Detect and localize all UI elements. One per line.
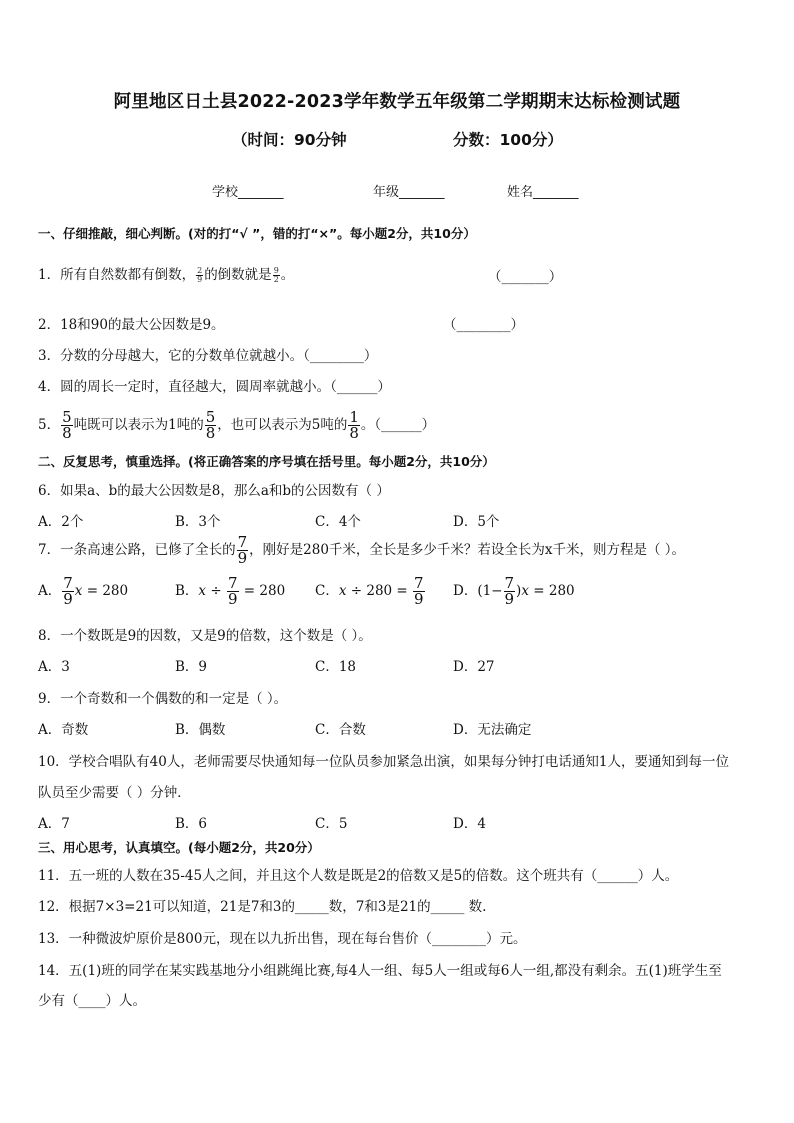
q5-number: 5． <box>38 417 61 433</box>
q1-fraction-2-9: $\frac{2}{9}$ <box>197 266 203 284</box>
section-1-heading: 一、仔细推敲，细心判断。(对的打“√ ”，错的打“×”。每小题2分，共10分） <box>38 226 476 241</box>
q7-text-a: 7．一条高速公路，已修了全长的 <box>38 542 236 558</box>
q5-fraction-5-8: $\frac{5}{8}$ <box>62 408 72 442</box>
q5-text-d: 。（______） <box>360 417 436 433</box>
q9-option-c[interactable]: C．合数 <box>315 722 366 738</box>
q8-option-d[interactable]: D．27 <box>453 659 495 675</box>
q8-option-a[interactable]: A．3 <box>38 659 70 675</box>
q5-fraction-1-8: $\frac{1}{8}$ <box>349 408 359 442</box>
school-field: 学校_______ <box>212 185 284 200</box>
q2-answer-blank[interactable]: （________） <box>443 317 524 333</box>
q8-option-b[interactable]: B．9 <box>175 659 208 675</box>
question-5 <box>38 410 435 441</box>
q10-option-d[interactable]: D．4 <box>453 816 486 832</box>
q9-option-d[interactable]: D．无法确定 <box>453 722 532 738</box>
question-11: 11．五一班的人数在35-45人之间，并且这个人数是既是2的倍数又是5的倍数。这个班共有（______）人。 <box>38 868 679 884</box>
q1-fraction-9-2: $\frac{9}{2}$ <box>273 266 279 284</box>
q7-option-d[interactable]: D．(1− $\frac{7}{9}$ )x = 280 <box>453 574 575 608</box>
question-14-line-1: 14．五(1)班的同学在某实践基地分小组跳绳比赛,每4人一组、每5人一组或每6人一组,都没有剩余。五(1)班学生至 <box>38 963 722 979</box>
q1-text-c: 。 <box>280 267 295 283</box>
question-6: 6．如果a、b的最大公因数是8，那么a和b的公因数有（ ） <box>38 483 390 499</box>
question-12: 12．根据7×3=21可以知道，21是7和3的_____数，7和3是21的_____ 数. <box>38 899 487 915</box>
q1-text-b: 的倒数就是 <box>204 267 272 283</box>
q7-option-b[interactable]: B．x ÷ $\frac{7}{9}$ = 280 <box>175 574 286 608</box>
q5-fraction-5-8-b: $\frac{5}{8}$ <box>205 408 216 442</box>
question-1 <box>38 263 294 284</box>
q8-option-c[interactable]: C．18 <box>315 659 357 675</box>
question-10-line-1: 10．学校合唱队有40人，老师需要尽快通知每一位队员参加紧急出演，如果每分钟打电话通知1人，要通知到每一位 <box>38 754 729 770</box>
question-14-line-2: 少有（____）人。 <box>38 993 146 1009</box>
section-3-heading: 三、用心思考，认真填空。(每小题2分，共20分） <box>38 840 320 855</box>
page-title: 阿里地区日土县2022-2023学年数学五年级第二学期期末达标检测试题 <box>113 92 681 112</box>
q7-option-c[interactable]: C．x ÷ 280 = $\frac{7}{9}$ <box>315 574 424 608</box>
q7-option-a[interactable]: A． $\frac{7}{9}$ x = 280 <box>38 574 129 608</box>
exam-score: 分数：100分） <box>453 131 563 149</box>
q1-text-a: 1．所有自然数都有倒数， <box>38 267 196 283</box>
q6-option-c[interactable]: C．4个 <box>315 514 361 530</box>
q6-option-d[interactable]: D．5个 <box>453 514 500 530</box>
q10-option-a[interactable]: A．7 <box>38 816 70 832</box>
q6-option-b[interactable]: B．3个 <box>175 514 221 530</box>
question-9: 9．一个奇数和一个偶数的和一定是（ ）。 <box>38 691 288 707</box>
question-7 <box>38 535 685 566</box>
question-3: 3．分数的分母越大，它的分数单位就越小。（________） <box>38 348 378 364</box>
grade-field: 年级_______ <box>373 185 445 200</box>
q10-option-b[interactable]: B．6 <box>175 816 208 832</box>
q5-text-b: 吨既可以表示为1吨的 <box>73 417 204 433</box>
exam-time: （时间：90分钟 <box>232 131 347 149</box>
question-8: 8．一个数既是9的因数，又是9的倍数，这个数是（ ）。 <box>38 628 372 644</box>
q9-option-a[interactable]: A．奇数 <box>38 722 89 738</box>
q5-text-c: ，也可以表示为5吨的 <box>217 417 348 433</box>
question-4: 4．圆的周长一定时，直径越大，圆周率就越小。（______） <box>38 379 391 395</box>
q10-option-c[interactable]: C．5 <box>315 816 348 832</box>
q6-option-a[interactable]: A．2个 <box>38 514 84 530</box>
q7-text-b: ，刚好是280千米，全长是多少千米？若设全长为x千米，则方程是（ ）。 <box>249 542 686 558</box>
name-field: 姓名_______ <box>507 185 579 200</box>
section-2-heading: 二、反复思考，慎重选择。(将正确答案的序号填在括号里。每小题2分，共10分） <box>38 454 495 469</box>
question-2: 2．18和90的最大公因数是9。 <box>38 317 225 333</box>
question-13: 13．一种微波炉原价是800元，现在以九折出售，现在每台售价（________）元。 <box>38 931 527 947</box>
q1-answer-blank[interactable]: （_______） <box>488 269 563 285</box>
q9-option-b[interactable]: B．偶数 <box>175 722 226 738</box>
q7-fraction-7-9: $\frac{7}{9}$ <box>237 533 248 567</box>
question-10-line-2: 队员至少需要（ ）分钟． <box>38 785 191 801</box>
